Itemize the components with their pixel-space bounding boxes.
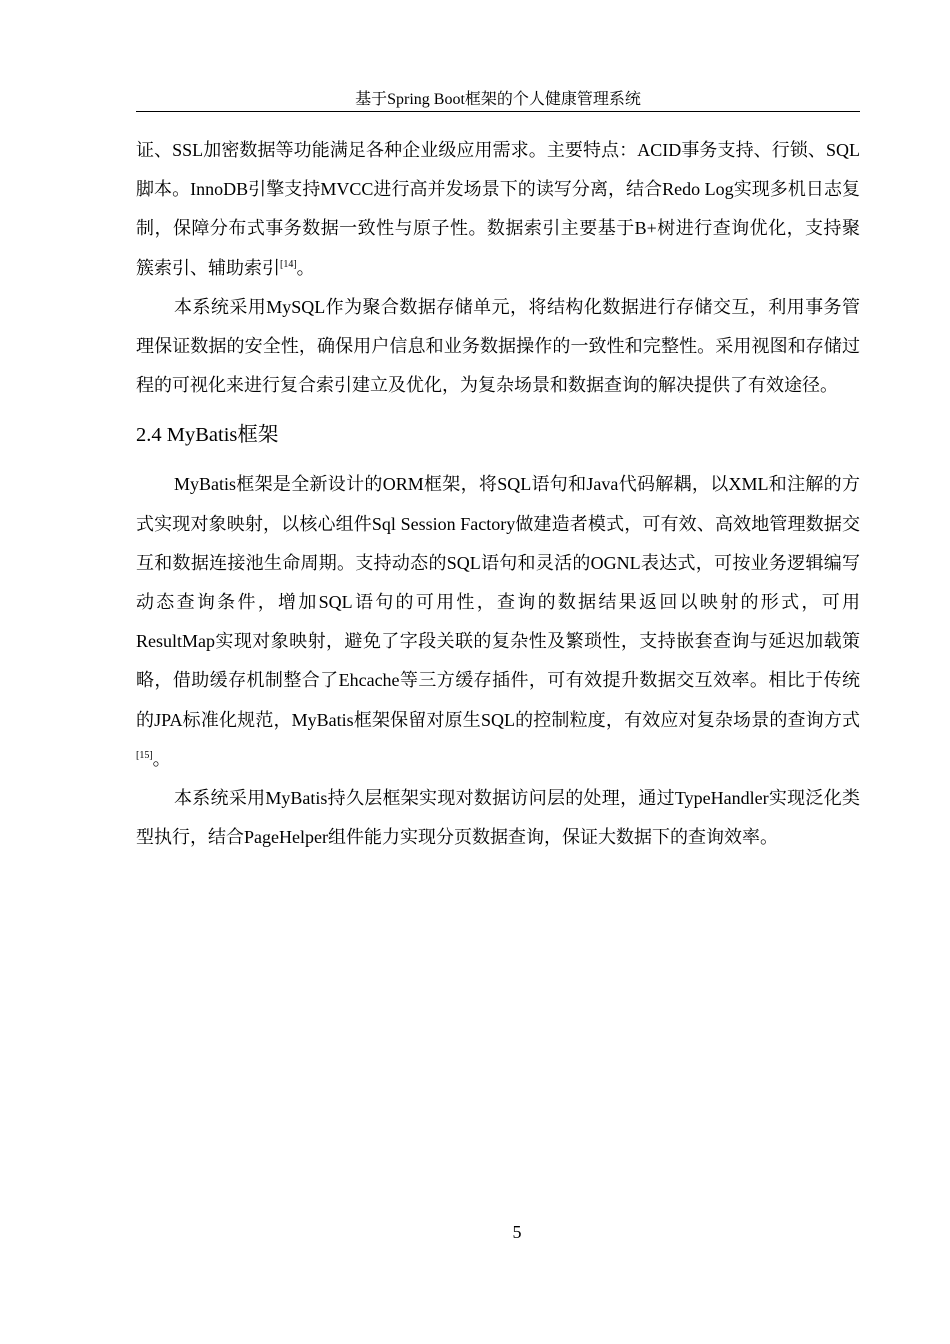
page-body	[136, 131, 860, 857]
paragraph-text: 证、SSL加密数据等功能满足各种企业级应用需求。主要特点：ACID事务支持、行锁、SQL脚本。InnoDB引擎支持MVCC进行高并发场景下的读写分离，结合Redo Log实现多机日志复制，保障分布式事务数据一致性与原子性。数据索引主要基于B+树进行查询优化，支持聚簇索引、辅助索引	[136, 140, 860, 278]
paragraph-mybatis-intro	[136, 465, 860, 779]
paragraph-text: MyBatis框架是全新设计的ORM框架，将SQL语句和Java代码解耦，以XML和注解的方式实现对象映射，以核心组件Sql Session Factory做建造者模式，可有效、高效地管理数据交互和数据连接池生命周期。支持动态的SQL语句和灵活的OGNL表达式，可按业务逻辑编写动态查询条件，增加SQL语句的可用性，查询的数据结果返回以映射的形式，可用ResultMap实现对象映射，避免了字段关联的复杂性及繁琐性，支持嵌套查询与延迟加载策略，借助缓存机制整合了Ehcache等三方缓存插件，可有效提升数据交互效率。相比于传统的JPA标准化规范，MyBatis框架保留对原生SQL的控制粒度，有效应对复杂场景的查询方式	[136, 474, 860, 730]
citation-ref: [14]	[280, 258, 297, 270]
running-header: 基于Spring Boot框架的个人健康管理系统	[355, 91, 641, 108]
section-heading: 2.4 MyBatis框架	[136, 424, 279, 447]
paragraph-mysql-features	[136, 131, 860, 288]
paragraph-end: 。	[296, 257, 315, 278]
header-rule	[136, 111, 860, 112]
paragraph-end: 。	[152, 748, 171, 769]
citation-ref: [15]	[136, 749, 153, 761]
paragraph-mybatis-usage: 本系统采用MyBatis持久层框架实现对数据访问层的处理，通过TypeHandler实现泛化类型执行，结合PageHelper组件能力实现分页数据查询，保证大数据下的查询效率。	[136, 788, 860, 848]
paragraph-mysql-usage: 本系统采用MySQL作为聚合数据存储单元，将结构化数据进行存储交互，利用事务管理保证数据的安全性，确保用户信息和业务数据操作的一致性和完整性。采用视图和存储过程的可视化来进行复合索引建立及优化，为复杂场景和数据查询的解决提供了有效途径。	[136, 296, 860, 396]
page-number: 5	[512, 1222, 522, 1242]
